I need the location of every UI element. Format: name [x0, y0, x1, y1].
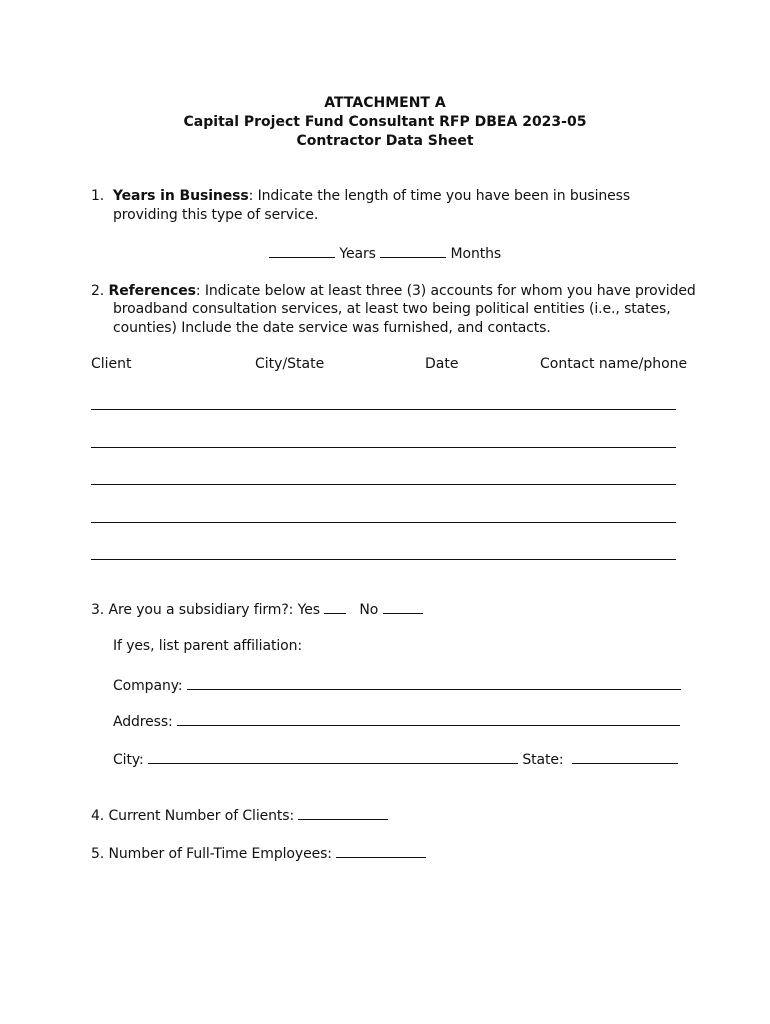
q1-heading: Years in Business: [112, 188, 249, 204]
reference-row-line[interactable]: [91, 559, 676, 560]
clients-count-field[interactable]: [298, 805, 388, 820]
address-field[interactable]: [177, 711, 680, 726]
company-field[interactable]: [187, 675, 681, 690]
q1-duration-row: [269, 243, 501, 264]
column-contact: Contact name/phone: [540, 356, 688, 372]
q1-number: 1.: [91, 188, 105, 204]
months-blank[interactable]: [380, 243, 446, 258]
q3-question-row: [91, 599, 423, 620]
rfp-title: Capital Project Fund Consultant RFP DBEA 2023-05: [183, 114, 587, 130]
city-state-row: [113, 749, 678, 770]
q1-line2: providing this type of service.: [113, 207, 319, 223]
company-row: [113, 675, 681, 696]
q2-line1: [91, 282, 696, 301]
sheet-title: Contractor Data Sheet: [296, 133, 474, 149]
years-blank[interactable]: [269, 243, 335, 258]
q2-number: 2.: [91, 283, 105, 299]
company-label: Company:: [113, 678, 183, 694]
parent-affiliation-label: If yes, list parent affiliation:: [113, 638, 302, 654]
q1-line1: [91, 187, 630, 206]
q2-text1: : Indicate below at least three (3) accounts for whom you have provided: [195, 283, 696, 299]
column-city-state: City/State: [255, 356, 325, 372]
q2-line3: counties) Include the date service was furnished, and contacts.: [113, 320, 551, 336]
q2-line2: broadband consultation services, at least two being political entities (i.e., states,: [113, 301, 671, 317]
q5-row: [91, 843, 426, 864]
no-blank[interactable]: [383, 599, 423, 614]
reference-row-line[interactable]: [91, 522, 676, 523]
q2-heading: References: [108, 283, 196, 299]
city-label: City:: [113, 752, 144, 768]
q3-question: 3. Are you a subsidiary firm?: Yes: [91, 602, 320, 618]
q1-text1: : Indicate the length of time you have been in business: [248, 188, 631, 204]
q5-label: 5. Number of Full-Time Employees:: [91, 846, 332, 862]
attachment-title: ATTACHMENT A: [324, 95, 446, 111]
state-label: State:: [522, 752, 564, 768]
yes-blank[interactable]: [324, 599, 346, 614]
reference-row-line[interactable]: [91, 447, 676, 448]
no-label: No: [359, 602, 379, 618]
address-row: [113, 711, 680, 732]
employees-count-field[interactable]: [336, 843, 426, 858]
state-field[interactable]: [572, 749, 678, 764]
q4-row: [91, 805, 388, 826]
city-field[interactable]: [148, 749, 518, 764]
reference-row-line[interactable]: [91, 409, 676, 410]
q4-label: 4. Current Number of Clients:: [91, 808, 295, 824]
years-label: Years: [339, 246, 376, 262]
months-label: Months: [450, 246, 502, 262]
reference-row-line[interactable]: [91, 484, 676, 485]
address-label: Address:: [113, 714, 173, 730]
column-date: Date: [425, 356, 459, 372]
column-client: Client: [91, 356, 132, 372]
